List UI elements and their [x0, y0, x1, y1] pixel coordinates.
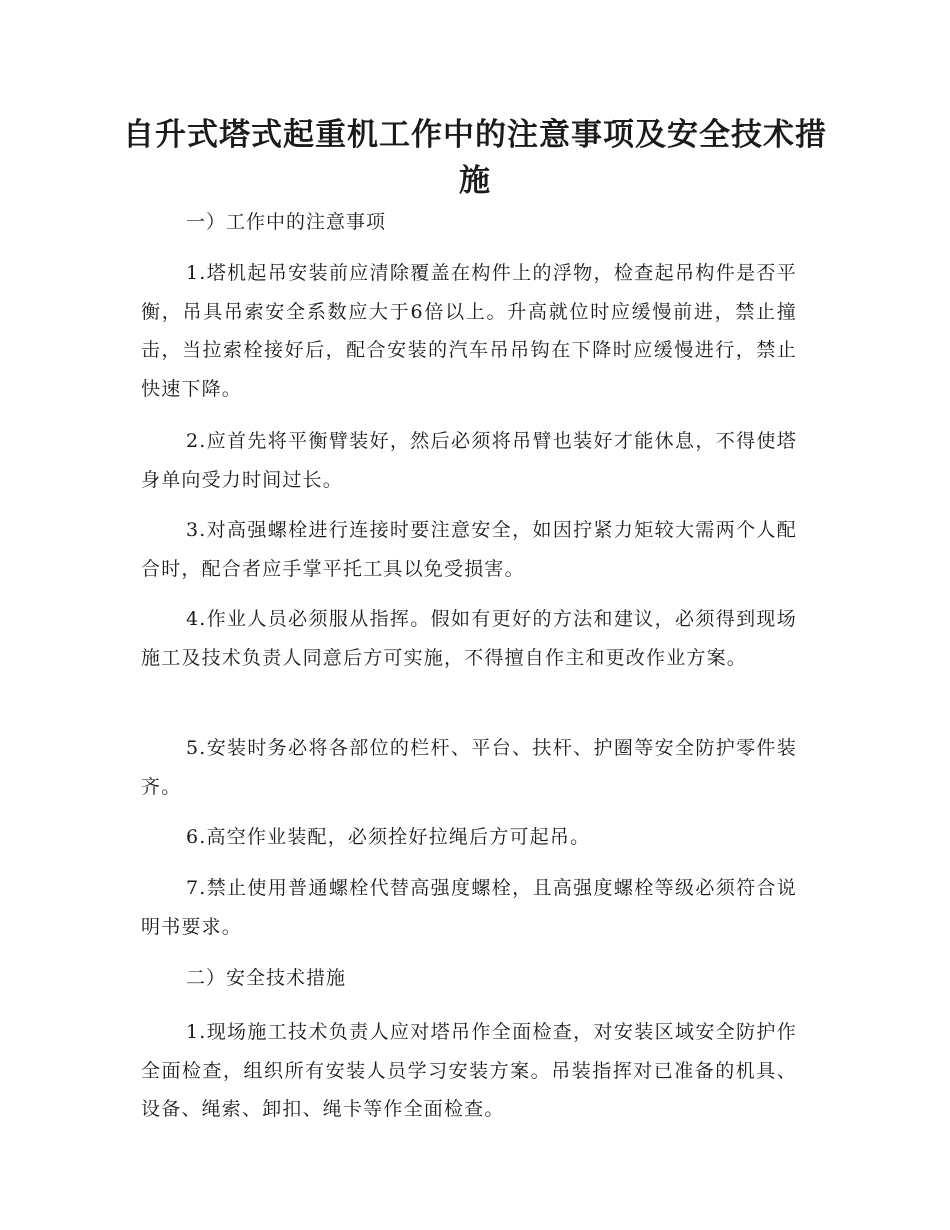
paragraph-item: 2.应首先将平衡臂装好，然后必须将吊臂也装好才能休息，不得使塔身单向受力时间过长。 [141, 430, 797, 491]
document-title: 自升式塔式起重机工作中的注意事项及安全技术措施 [123, 117, 827, 199]
paragraph-item: 7.禁止使用普通螺栓代替高强度螺栓，且高强度螺栓等级必须符合说明书要求。 [141, 877, 797, 938]
section-heading-1: 一）工作中的注意事项 [186, 211, 387, 233]
paragraph-item: 1.现场施工技术负责人应对塔吊作全面检查，对安装区域安全防护作全面检查，组织所有安装人员学习安装方案。吊装指挥对已准备的机具、设备、绳索、卸扣、绳卡等作全面检查。 [141, 1021, 797, 1120]
section-heading-2: 二）安全技术措施 [186, 967, 347, 989]
paragraph-item: 3.对高强螺栓进行连接时要注意安全，如因拧紧力矩较大需两个人配合时，配合者应手掌平托工具以免受损害。 [141, 519, 797, 580]
paragraph-item: 1.塔机起吊安装前应清除覆盖在构件上的浮物，检查起吊构件是否平衡，吊具吊索安全系数应大于6倍以上。升高就位时应缓慢前进，禁止撞击，当拉索栓接好后，配合安装的汽车吊吊钩在下降时应缓慢进行，禁止快速下降。 [141, 262, 797, 400]
paragraph-item: 4.作业人员必须服从指挥。假如有更好的方法和建议，必须得到现场施工及技术负责人同意后方可实施，不得擅自作主和更改作业方案。 [141, 608, 797, 669]
paragraph-item: 6.高空作业装配，必须拴好拉绳后方可起吊。 [186, 826, 591, 848]
paragraph-item: 5.安装时务必将各部位的栏杆、平台、扶杆、护圈等安全防护零件装齐。 [141, 737, 797, 798]
